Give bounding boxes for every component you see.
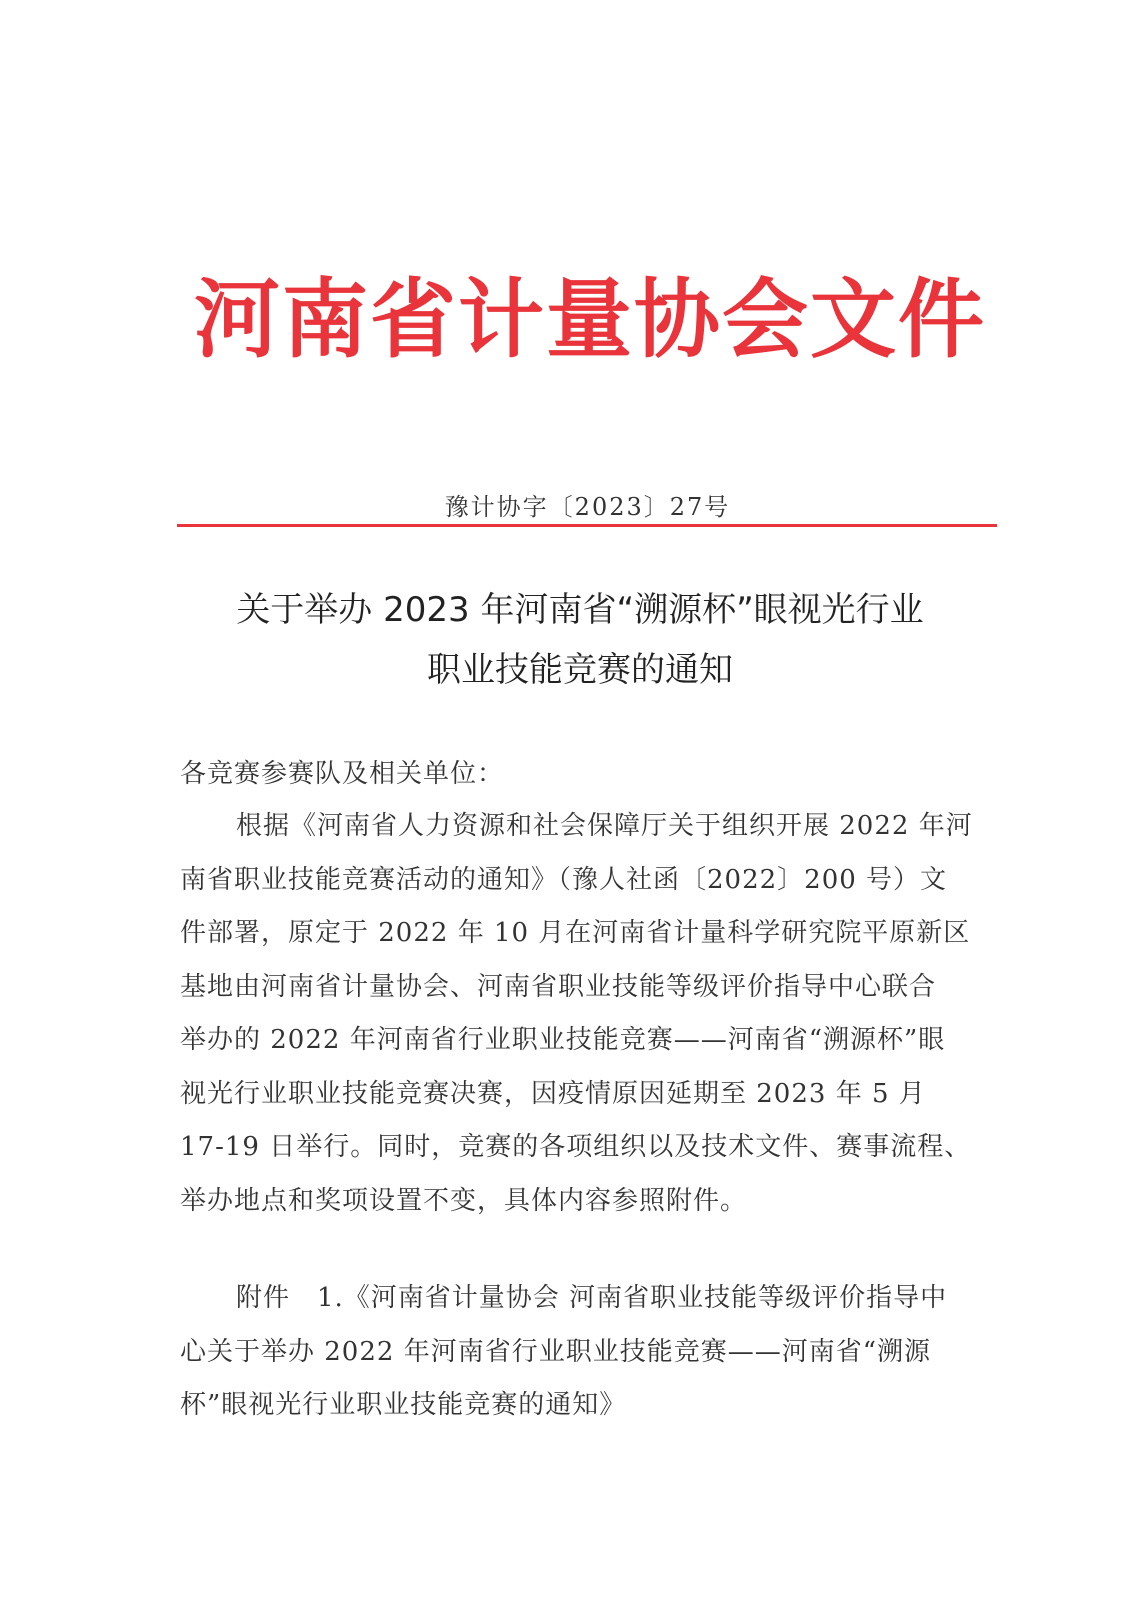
document-number: 豫计协字〔2023〕27号 <box>444 493 731 521</box>
red-divider-line <box>177 524 997 527</box>
paragraph-line: 根据《河南省人力资源和社会保障厅关于组织开展 2022 年河 <box>236 811 973 841</box>
attachment-line: 杯”眼视光行业职业技能竞赛的通知》 <box>180 1390 627 1420</box>
notice-title <box>160 580 1000 700</box>
body-paragraph <box>180 800 992 1228</box>
paragraph-line: 件部署，原定于 2022 年 10 月在河南省计量科学研究院平原新区 <box>180 918 971 948</box>
salutation: 各竞赛参赛队及相关单位： <box>180 759 505 789</box>
attachment-line: 附件 1.《河南省计量协会 河南省职业技能等级评价指导中 <box>236 1283 948 1313</box>
paragraph-line: 举办地点和奖项设置不变，具体内容参照附件。 <box>180 1185 748 1216</box>
notice-title-line-2: 职业技能竞赛的通知 <box>427 650 733 690</box>
paragraph-line: 视光行业职业技能竞赛决赛，因疫情原因延期至 2023 年 5 月 <box>180 1078 926 1109</box>
attachment-line: 心关于举办 2022 年河南省行业职业技能竞赛——河南省“溯源 <box>180 1336 931 1367</box>
attachment-section <box>180 1272 992 1433</box>
paragraph-line: 17-19 日举行。同时，竞赛的各项组织以及技术文件、赛事流程、 <box>180 1132 972 1162</box>
notice-title-line-1: 关于举办 2023 年河南省“溯源杯”眼视光行业 <box>236 590 924 630</box>
paragraph-line: 南省职业技能竞赛活动的通知》（豫人社函〔2022〕200 号）文 <box>180 864 948 895</box>
paragraph-line: 基地由河南省计量协会、河南省职业技能等级评价指导中心联合 <box>180 971 937 1002</box>
paragraph-line: 举办的 2022 年河南省行业职业技能竞赛——河南省“溯源杯”眼 <box>180 1025 946 1055</box>
org-letterhead-title: 河南省计量协会文件 <box>194 269 986 370</box>
